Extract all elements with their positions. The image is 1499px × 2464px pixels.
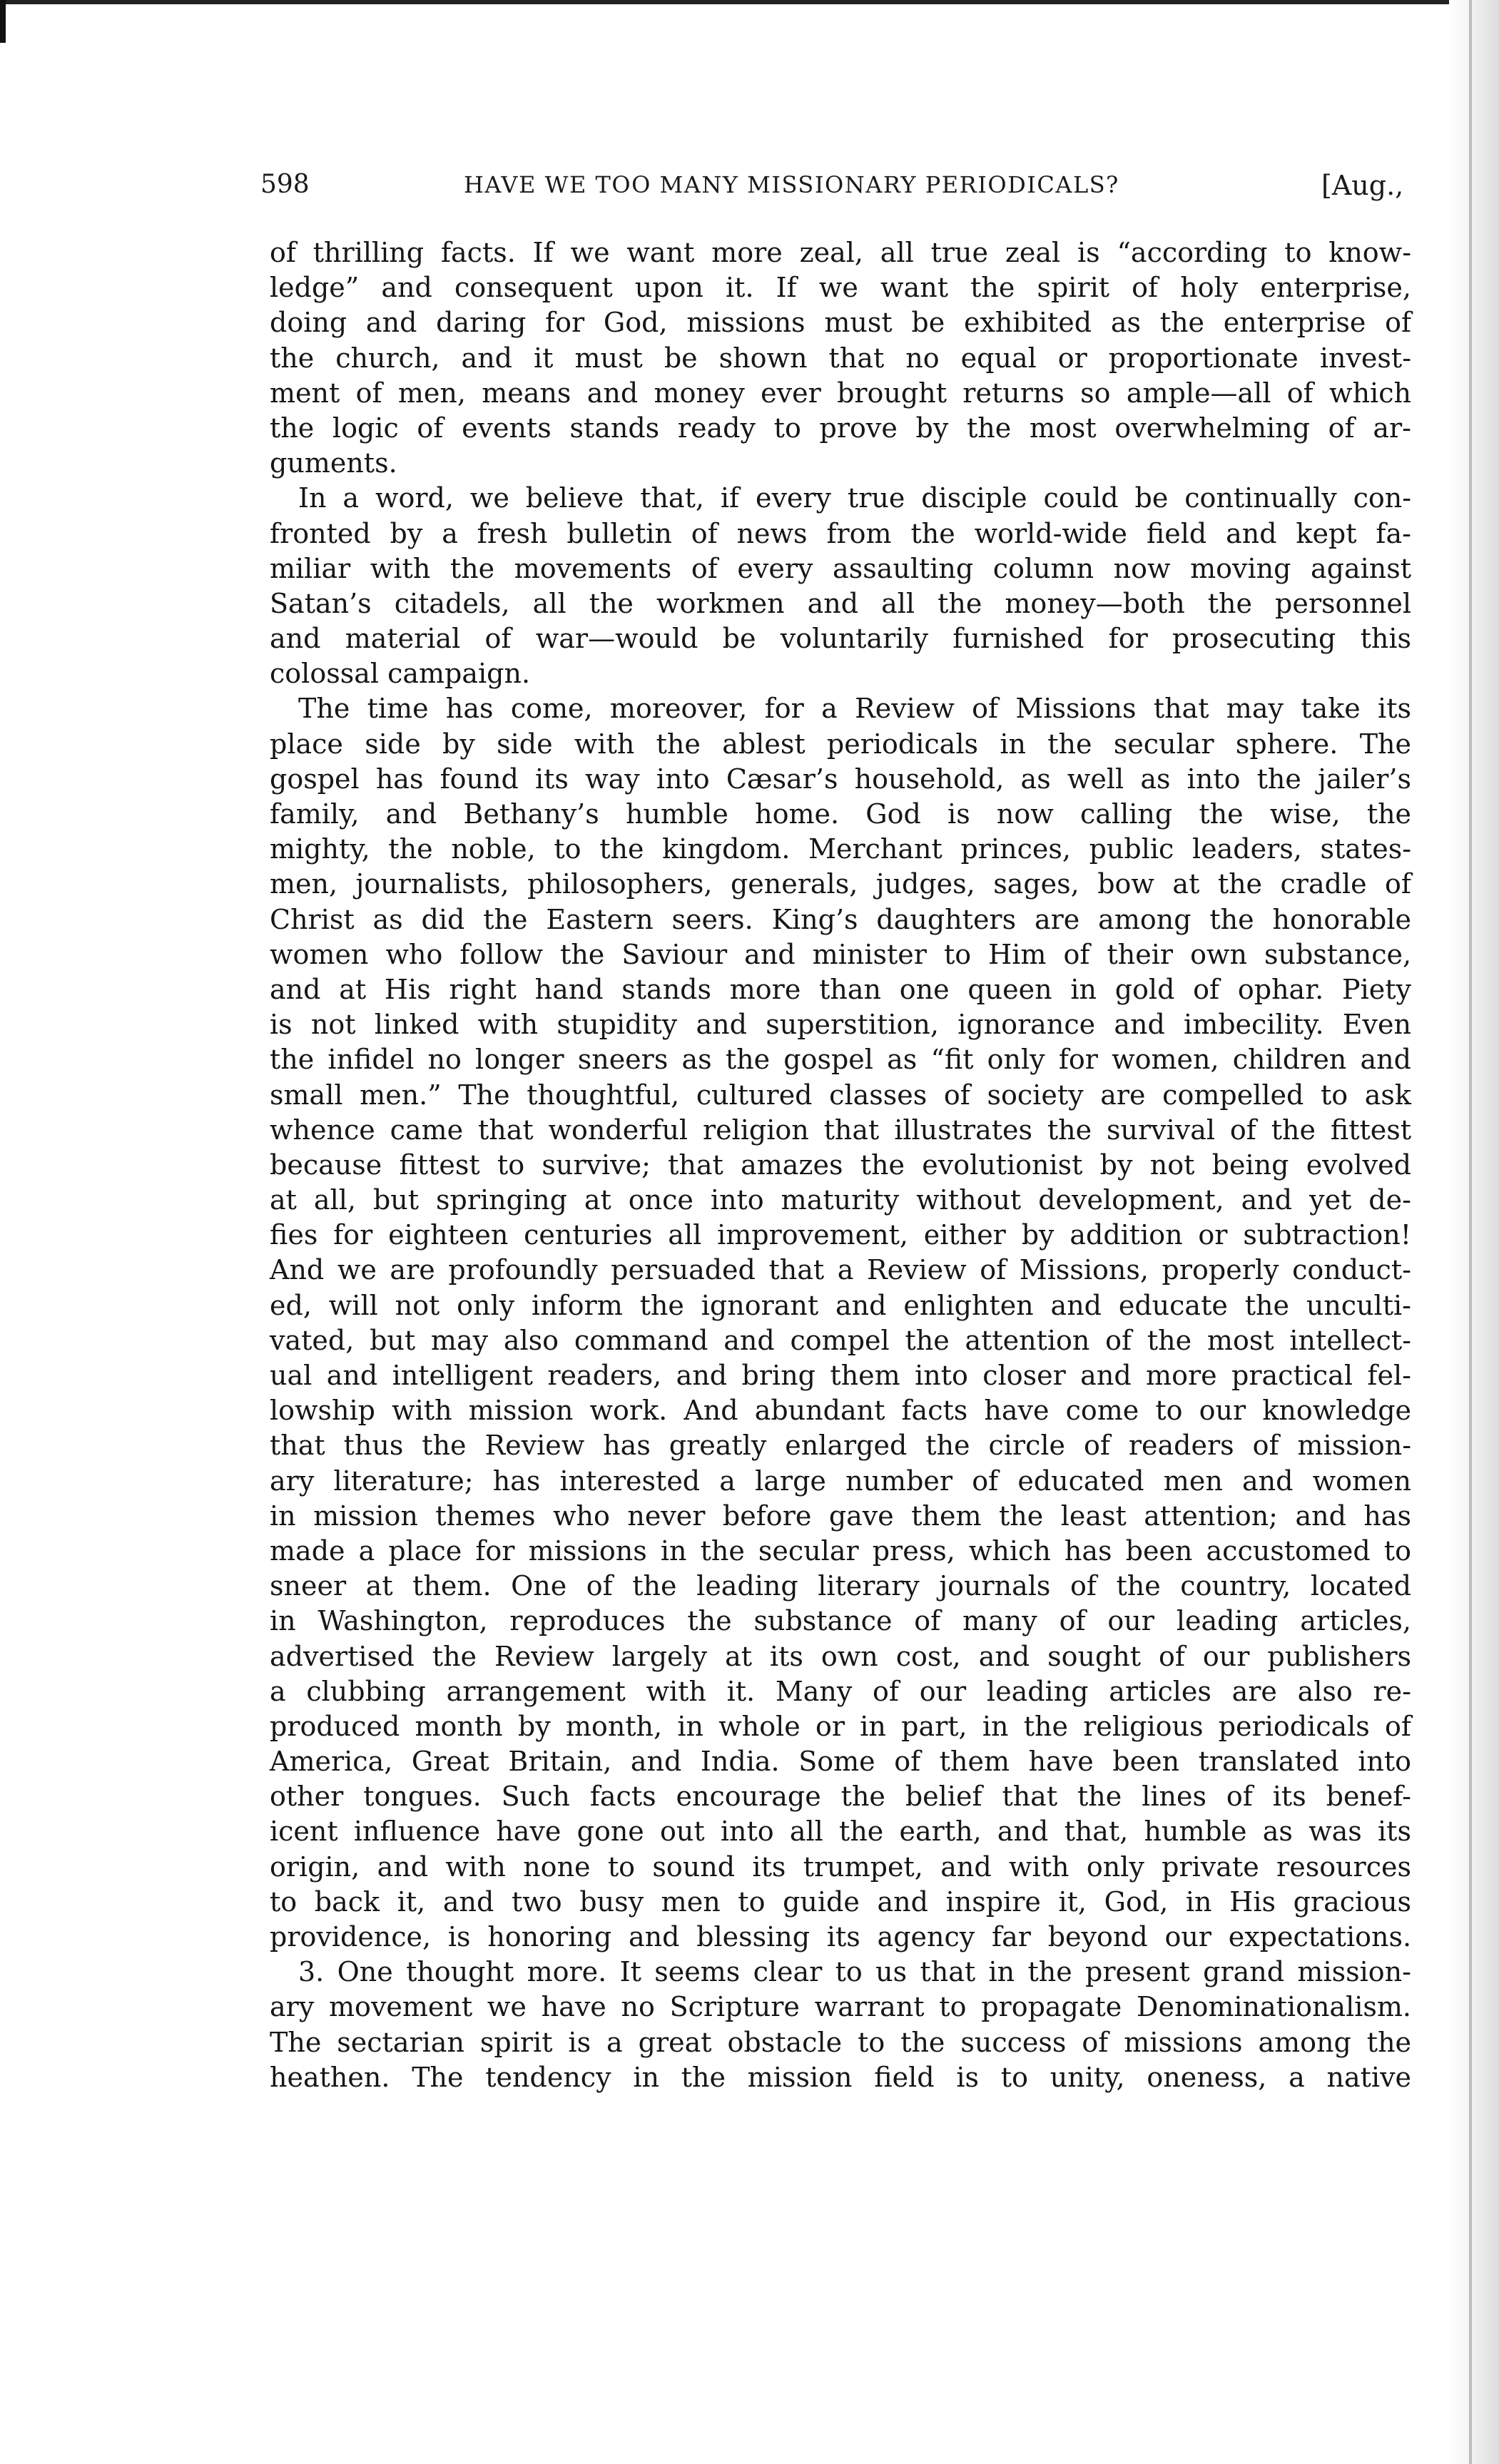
text-line: lowship with mission work. And abundant facts have come to our knowledge: [270, 1395, 1412, 1427]
paragraph-start-line: 3. One thought more. It seems clear to us that in the present grand mission-: [298, 1956, 1411, 1988]
running-head: [0, 170, 1499, 213]
text-line: sneer at them. One of the leading literary journals of the country, located: [270, 1570, 1411, 1602]
text-line: place side by side with the ablest periodicals in the secular sphere. The: [270, 728, 1411, 760]
text-line: ed, will not only inform the ignorant and enlighten and educate the unculti-: [270, 1289, 1411, 1321]
article-body: [270, 235, 1411, 2095]
text-line: fies for eighteen centuries all improvement, either by addition or subtraction!: [270, 1219, 1412, 1251]
text-line: other tongues. Such facts encourage the belief that the lines of its benef-: [270, 1781, 1411, 1813]
text-line: vated, but may also command and compel the attention of the most intellect-: [270, 1324, 1411, 1356]
running-month: [Aug.,: [1321, 170, 1404, 201]
text-line: of thrilling facts. If we want more zeal, all true zeal is “according to know-: [270, 237, 1412, 268]
text-line: The sectarian spirit is a great obstacle to the success of missions among the: [270, 2026, 1412, 2058]
text-line: ment of men, means and money ever brought returns so ample—all of which: [270, 377, 1411, 409]
text-line: men, journalists, philosophers, generals, judges, sages, bow at the cradle of: [270, 868, 1411, 900]
scan-binding-line: [1469, 0, 1472, 2464]
text-line: guments.: [270, 447, 397, 479]
text-line: colossal campaign.: [270, 658, 531, 690]
text-line: that thus the Review has greatly enlarged the circle of readers of mission-: [270, 1430, 1412, 1462]
text-line: the infidel no longer sneers as the gospel as “fit only for women, children and: [270, 1044, 1411, 1076]
running-title: HAVE WE TOO MANY MISSIONARY PERIODICALS?: [464, 171, 1119, 198]
text-line: gospel has found its way into Cæsar’s household, as well as into the jailer’s: [270, 763, 1411, 795]
text-line: the logic of events stands ready to prove by the most overwhelming of ar-: [270, 412, 1411, 444]
text-line: a clubbing arrangement with it. Many of our leading articles are also re-: [270, 1675, 1411, 1707]
text-line: fronted by a fresh bulletin of news from the world-wide field and kept fa-: [270, 517, 1411, 549]
text-line: ary literature; has interested a large number of educated men and women: [270, 1465, 1411, 1497]
text-line: ledge” and consequent upon it. If we want the spirit of holy enterprise,: [270, 272, 1411, 304]
text-line: ary movement we have no Scripture warrant to propagate Denominationalism.: [270, 1991, 1411, 2023]
text-line: mighty, the noble, to the kingdom. Merchant princes, public leaders, states-: [270, 833, 1412, 865]
text-line: providence, is honoring and blessing its agency far beyond our expectations.: [270, 1921, 1412, 1953]
text-line: to back it, and two busy men to guide and inspire it, God, in His gracious: [270, 1885, 1412, 1918]
text-line: Christ as did the Eastern seers. King’s daughters are among the honorable: [270, 903, 1412, 935]
text-line: family, and Bethany’s humble home. God is now calling the wise, the: [270, 798, 1412, 830]
scan-edge-right: [1449, 0, 1499, 2464]
text-line: and material of war—would be voluntarily furnished for prosecuting this: [270, 623, 1412, 655]
text-line: whence came that wonderful religion that illustrates the survival of the fittest: [270, 1114, 1412, 1146]
text-line: icent influence have gone out into all the earth, and that, humble as was its: [270, 1816, 1411, 1848]
paragraph-start-line: In a word, we believe that, if every true disciple could be continually con-: [298, 482, 1412, 514]
text-line: origin, and with none to sound its trumpet, and with only private resources: [270, 1850, 1411, 1883]
text-line: heathen. The tendency in the mission field is to unity, oneness, a native: [270, 2061, 1412, 2093]
text-line: miliar with the movements of every assaulting column now moving against: [270, 552, 1412, 584]
text-line: women who follow the Saviour and minister to Him of their own substance,: [270, 938, 1412, 970]
text-line: And we are profoundly persuaded that a Review of Missions, properly conduct-: [270, 1254, 1411, 1286]
text-line: because fittest to survive; that amazes the evolutionist by not being evolved: [270, 1149, 1411, 1181]
text-line: produced month by month, in whole or in part, in the religious periodicals of: [270, 1710, 1411, 1742]
scan-edge-top: [0, 0, 1499, 4]
page-number: 598: [260, 170, 310, 199]
text-line: and at His right hand stands more than one queen in gold of ophar. Piety: [270, 973, 1411, 1005]
text-line: doing and daring for God, missions must be exhibited as the enterprise of: [270, 307, 1412, 339]
text-line: ual and intelligent readers, and bring them into closer and more practical fel-: [270, 1360, 1411, 1391]
text-line: the church, and it must be shown that no equal or proportionate invest-: [270, 342, 1412, 374]
paragraph-start-line: The time has come, moreover, for a Review of Missions that may take its: [298, 693, 1411, 725]
text-line: in Washington, reproduces the substance of many of our leading articles,: [270, 1605, 1412, 1637]
scan-edge-left: [0, 0, 6, 43]
text-line: advertised the Review largely at its own cost, and sought of our publishers: [270, 1640, 1411, 1672]
text-line: is not linked with stupidity and superstition, ignorance and imbecility. Even: [270, 1009, 1411, 1041]
text-line: made a place for missions in the secular press, which has been accustomed to: [270, 1534, 1411, 1567]
text-line: small men.” The thoughtful, cultured classes of society are compelled to ask: [270, 1079, 1411, 1111]
text-line: at all, but springing at once into maturity without development, and yet de-: [270, 1184, 1411, 1216]
text-line: in mission themes who never before gave them the least attention; and has: [270, 1500, 1412, 1532]
text-line: America, Great Britain, and India. Some of them have been translated into: [270, 1746, 1411, 1778]
text-line: Satan’s citadels, all the workmen and all the money—both the personnel: [270, 587, 1411, 619]
